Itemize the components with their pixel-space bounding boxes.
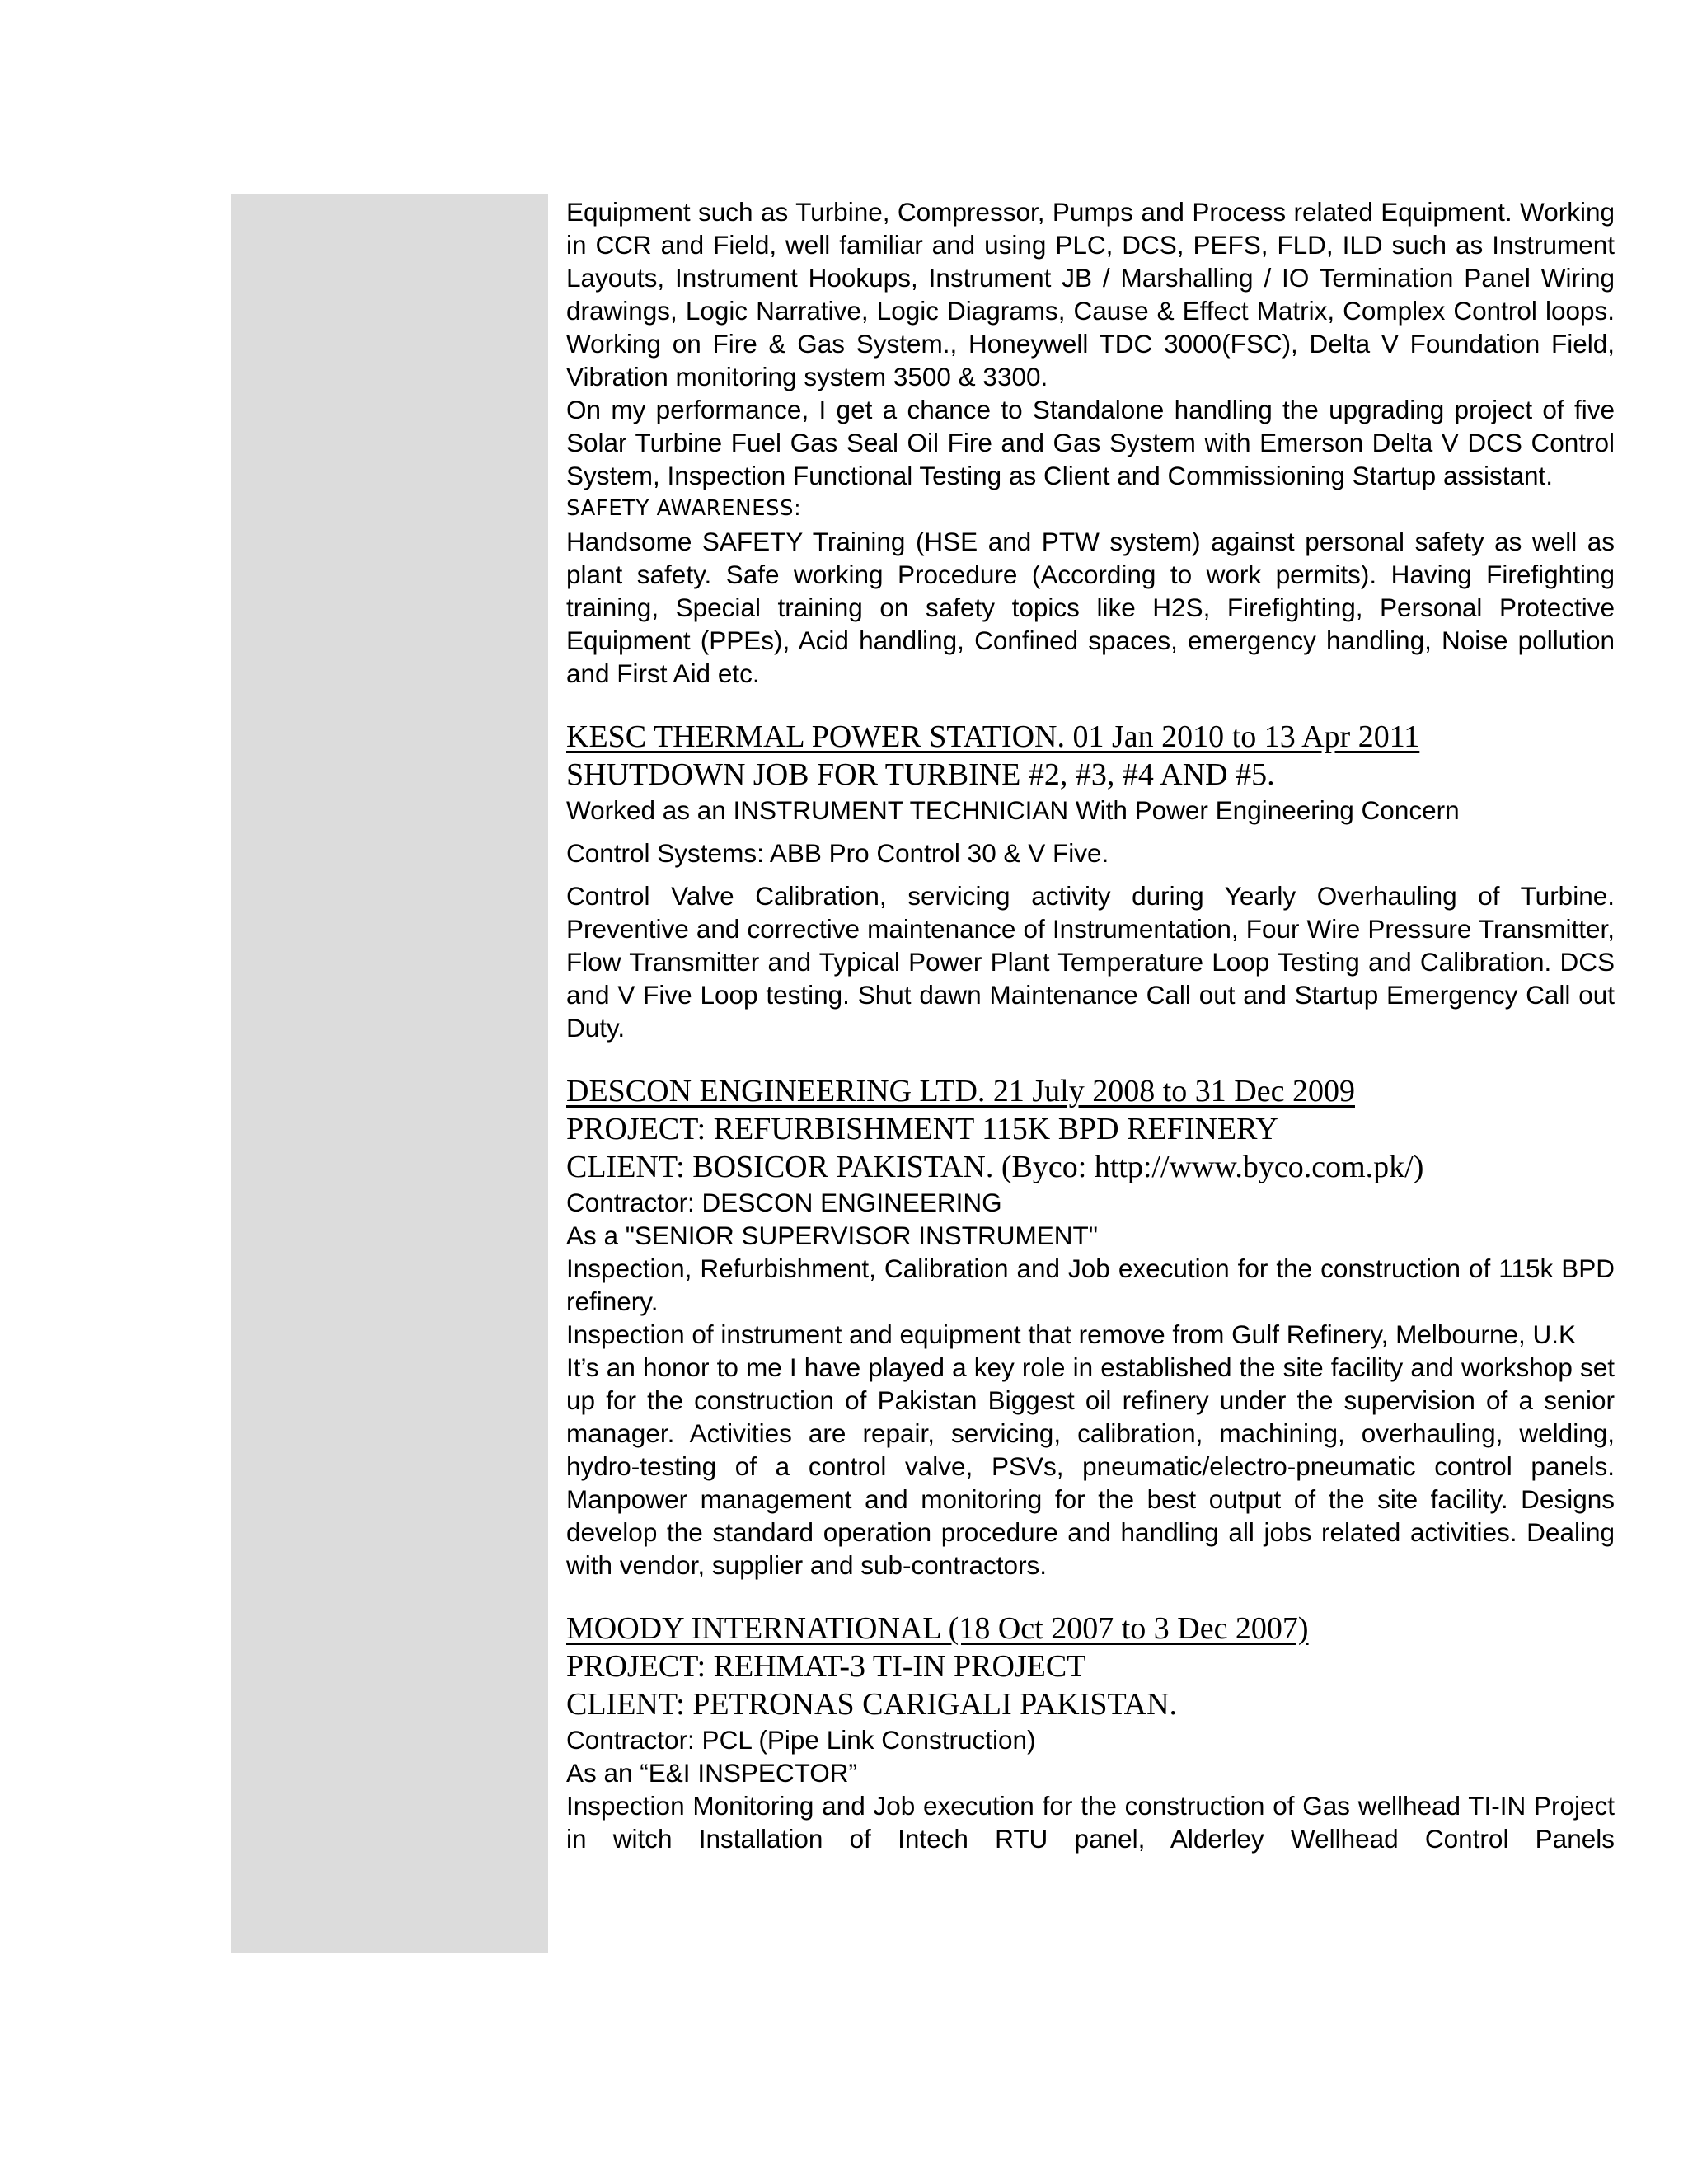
kesc-description: Control Valve Calibration, servicing activity during Yearly Overhauling of Turbine. Preventive and corrective maintenance of Instrumentation, Four Wire Pressure Transmitter, Flow Transmitter and Typical Power Plant Temperature Loop Testing and Calibration. DCS and V Five Loop testing. Shut dawn Maintenance Call out and Startup Emergency Call out Duty. xyxy=(566,881,1615,1043)
kesc-title: KESC THERMAL POWER STATION. 01 Jan 2010 to 13 Apr 2011 xyxy=(566,719,1420,754)
moody-client: CLIENT: PETRONAS CARIGALI PAKISTAN. xyxy=(566,1687,1178,1722)
kesc-subtitle: SHUTDOWN JOB FOR TURBINE #2, #3, #4 AND #5. xyxy=(566,757,1275,792)
descon-paragraph-2: Inspection of instrument and equipment that remove from Gulf Refinery, Melbourne, U.K xyxy=(566,1319,1577,1349)
moody-contractor: Contractor: PCL (Pipe Link Construction) xyxy=(566,1725,1036,1755)
descon-role: As a "SENIOR SUPERVISOR INSTRUMENT" xyxy=(566,1221,1098,1250)
descon-section xyxy=(566,1072,1615,1582)
moody-role: As an “E&I INSPECTOR” xyxy=(566,1758,858,1788)
intro-paragraph: Equipment such as Turbine, Compressor, Pumps and Process related Equipment. Working in CCR and Field, well familiar and using PLC, DCS, PEFS, FLD, ILD such as Instrument Layouts, Instrument Hookups, Instrument JB / Marshalling / IO Termination Panel Wiring drawings, Logic Narrative, Logic Diagrams, Cause & Effect Matrix, Complex Control loops. Working on Fire & Gas System., Honeywell TDC 3000(FSC), Delta V Foundation Field, Vibration monitoring system 3500 & 3300. xyxy=(566,197,1615,391)
moody-project: PROJECT: REHMAT-3 TI-IN PROJECT xyxy=(566,1649,1086,1684)
moody-title: MOODY INTERNATIONAL (18 Oct 2007 to 3 Dec 2007) xyxy=(566,1611,1309,1646)
resume-content xyxy=(566,195,1615,1855)
descon-paragraph-1: Inspection, Refurbishment, Calibration and Job execution for the construction of 115k BPD refinery. xyxy=(566,1254,1615,1316)
descon-paragraph-3: It’s an honor to me I have played a key role in established the site facility and workshop set up for the construction of Pakistan Biggest oil refinery under the supervision of a senior manager. Activities are repair, servicing, calibration, machining, overhauling, welding, hydro-testing of a control valve, PSVs, pneumatic/electro-pneumatic control panels. Manpower management and monitoring for the best output of the site facility. Designs develop the standard operation procedure and handling all jobs related activities. Dealing with vendor, supplier and sub-contractors. xyxy=(566,1352,1615,1580)
moody-paragraph: Inspection Monitoring and Job execution for the construction of Gas wellhead TI-IN Project in witch Installation of Intech RTU panel, Alderley Wellhead Control Panels xyxy=(566,1791,1615,1854)
safety-paragraph: Handsome SAFETY Training (HSE and PTW system) against personal safety as well as plant safety. Safe working Procedure (According to work permits). Having Firefighting training, Special training on safety topics like H2S, Firefighting, Personal Protective Equipment (PPEs), Acid handling, Confined spaces, emergency handling, Noise pollution and First Aid etc. xyxy=(566,527,1615,688)
performance-paragraph: On my performance, I get a chance to Standalone handling the upgrading project of five Solar Turbine Fuel Gas Seal Oil Fire and Gas System with Emerson Delta V DCS Control System, Inspection Functional Testing as Client and Commissioning Startup assistant. xyxy=(566,395,1615,490)
kesc-role: Worked as an INSTRUMENT TECHNICIAN With Power Engineering Concern xyxy=(566,795,1460,825)
left-sidebar-panel xyxy=(231,194,548,1953)
descon-client: CLIENT: BOSICOR PAKISTAN. (Byco: http://www.byco.com.pk/) xyxy=(566,1150,1424,1184)
moody-section xyxy=(566,1610,1615,1855)
descon-title: DESCON ENGINEERING LTD. 21 July 2008 to 31 Dec 2009 xyxy=(566,1074,1355,1108)
descon-contractor: Contractor: DESCON ENGINEERING xyxy=(566,1188,1002,1217)
descon-project: PROJECT: REFURBISHMENT 115K BPD REFINERY xyxy=(566,1112,1278,1146)
kesc-section xyxy=(566,718,1615,1044)
kesc-systems: Control Systems: ABB Pro Control 30 & V Five. xyxy=(566,838,1109,868)
safety-heading: SAFETY AWARENESS: xyxy=(566,496,802,521)
